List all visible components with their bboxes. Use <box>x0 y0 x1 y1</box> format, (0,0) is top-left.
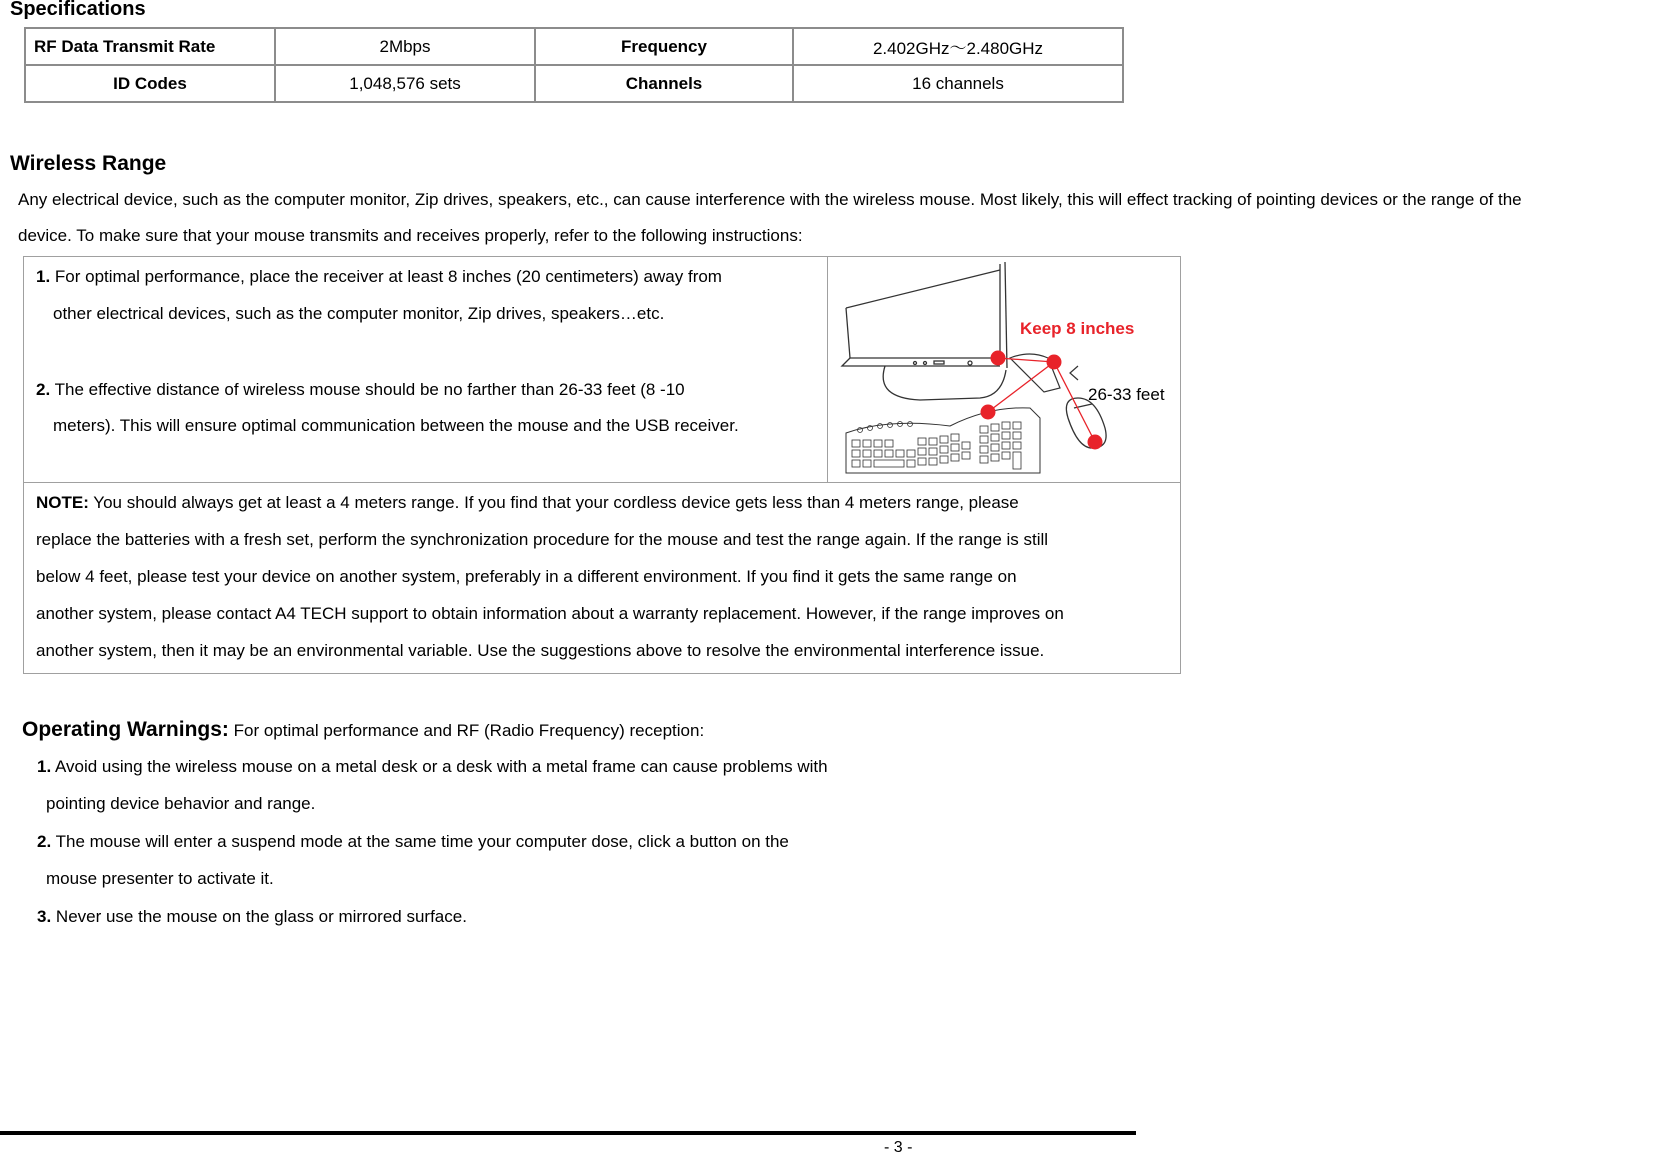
instruction-2-cont: meters). This will ensure optimal communication between the mouse and the USB receiver. <box>53 416 739 435</box>
item-number: 1. <box>36 267 51 286</box>
range-feet-label: 26-33 feet <box>1088 385 1165 404</box>
note-text: You should always get at least a 4 meters range. If you find that your cordless device gets less than 4 meters range, please <box>88 493 1019 512</box>
specifications-table <box>24 27 1124 103</box>
item-text: For optimal performance, place the receiver at least 8 inches (20 centimeters) away from <box>50 267 722 286</box>
keep-distance-label: Keep 8 inches <box>1020 319 1135 338</box>
spec-label: RF Data Transmit Rate <box>25 28 275 65</box>
item-text: Never use the mouse on the glass or mirrored surface. <box>51 907 467 926</box>
instruction-1-cont: other electrical devices, such as the computer monitor, Zip drives, speakers…etc. <box>53 304 665 323</box>
item-text: The mouse will enter a suspend mode at the same time your computer dose, click a button on the <box>51 832 789 851</box>
warnings-heading: Operating Warnings: <box>22 718 229 741</box>
spec-label: Frequency <box>535 28 793 65</box>
warning-item-2-cont: mouse presenter to activate it. <box>46 869 274 888</box>
item-number: 2. <box>36 380 51 399</box>
warning-item-3 <box>37 907 467 927</box>
item-text: Avoid using the wireless mouse on a metal desk or a desk with a metal frame can cause problems with <box>51 757 828 776</box>
footer-rule <box>0 1131 1136 1135</box>
note-line: another system, then it may be an environmental variable. Use the suggestions above to resolve the environmental interference issue. <box>36 641 1045 660</box>
range-illustration <box>830 258 1178 480</box>
table-row <box>25 28 1123 65</box>
box-divider-vertical <box>827 257 828 482</box>
note-line: another system, please contact A4 TECH support to obtain information about a warranty replacement. However, if the range improves on <box>36 604 1064 623</box>
warning-item-2 <box>37 832 789 852</box>
note-line: replace the batteries with a fresh set, perform the synchronization procedure for the mouse and test the range again. If the range is still <box>36 530 1049 549</box>
wireless-intro-line: device. To make sure that your mouse transmits and receives properly, refer to the following instructions: <box>18 226 803 245</box>
note-line: below 4 feet, please test your device on another system, preferably in a different environment. If you find it gets the same range on <box>36 567 1017 586</box>
table-row <box>25 65 1123 102</box>
instruction-2 <box>36 380 685 400</box>
spec-value: 1,048,576 sets <box>275 65 535 102</box>
spec-value: 2.402GHz～2.480GHz <box>793 28 1123 65</box>
spec-label: ID Codes <box>25 65 275 102</box>
spec-label: Channels <box>535 65 793 102</box>
instruction-1 <box>36 267 722 287</box>
item-number: 1. <box>37 757 52 776</box>
warning-item-1-cont: pointing device behavior and range. <box>46 794 316 813</box>
box-divider-horizontal <box>24 482 1180 483</box>
pointer-icon <box>1070 366 1078 380</box>
note-line <box>36 493 1019 513</box>
keyboard-icon <box>846 408 1040 473</box>
warnings-subtitle: For optimal performance and RF (Radio Frequency) reception: <box>228 721 705 740</box>
wireless-intro-line: Any electrical device, such as the computer monitor, Zip drives, speakers, etc., can cause interference with the wireless mouse. Most likely, this will effect tracking of pointing devices or the range of the <box>18 190 1522 209</box>
monitor-icon <box>842 262 1007 400</box>
spec-value: 2Mbps <box>275 28 535 65</box>
wireless-range-heading: Wireless Range <box>10 152 167 175</box>
item-text: The effective distance of wireless mouse should be no farther than 26-33 feet (8 -10 <box>50 380 685 399</box>
operating-warnings <box>22 718 704 742</box>
specifications-heading: Specifications <box>10 0 146 20</box>
warning-item-1 <box>37 757 828 777</box>
page-number: - 3 - <box>884 1139 913 1156</box>
item-number: 2. <box>37 832 52 851</box>
note-label: NOTE: <box>36 493 89 512</box>
item-number: 3. <box>37 907 52 926</box>
spec-value: 16 channels <box>793 65 1123 102</box>
